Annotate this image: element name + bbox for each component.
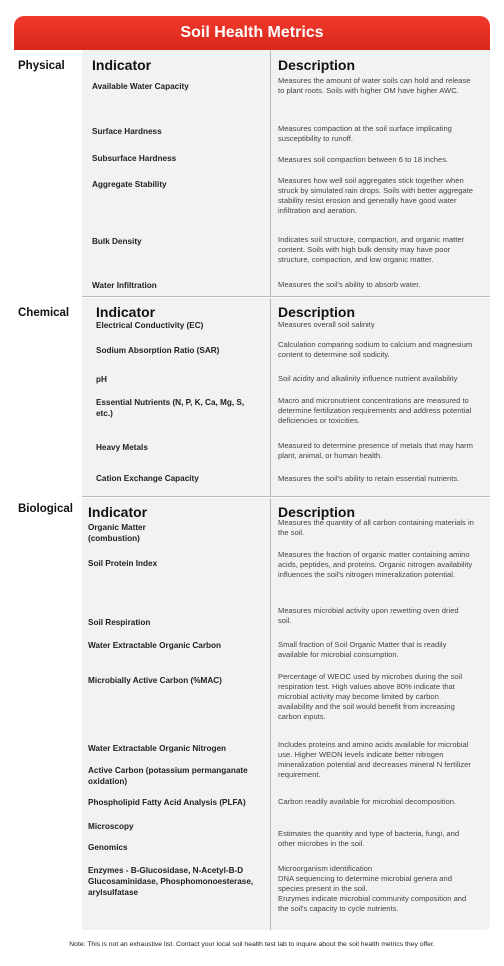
title-banner	[14, 16, 490, 50]
indicator-header: Indicator	[96, 304, 156, 320]
indicator-description: Measures the quantity of all carbon containing materials in the soil.	[278, 518, 474, 537]
indicator-name: Active Carbon (potassium permanganate oxidation)	[88, 766, 248, 786]
indicator-name: Cation Exchange Capacity	[96, 474, 199, 483]
indicator-description: Macro and micronutrient concentrations are measured to determine fertilization requirements and address potential deficiencies or toxicities.	[278, 396, 472, 425]
indicator-header: Indicator	[92, 57, 152, 73]
indicator-description: Enzymes indicate microbial community composition and the soil's capacity to cycle nutrients.	[278, 894, 467, 913]
indicator-name: Genomics	[88, 843, 128, 852]
indicator-description: Measures the fraction of organic matter containing amino acids, peptides, and proteins. Organic nitrogen availability influences the soil's nitrogen mineralization potential.	[278, 550, 473, 579]
indicator-name: Enzymes - B-Glucosidase, N-Acetyl-B-D Glucosaminidase, Phosphomonoesterase, arylsulfatase	[88, 866, 254, 897]
indicator-description: Estimates the quantity and type of bacteria, fungi, and other microbes in the soil.	[278, 829, 460, 848]
indicator-description: Measures compaction at the soil surface implicating susceptibility to runoff.	[278, 124, 452, 143]
indicator-name: Available Water Capacity	[92, 82, 189, 91]
indicator-name: Microscopy	[88, 822, 134, 831]
indicator-name: Surface Hardness	[92, 127, 162, 136]
indicator-description: Measures microbial activity upon rewetting oven dried soil.	[278, 606, 459, 625]
description-header: Description	[278, 304, 356, 320]
description-header: Description	[278, 57, 356, 73]
indicator-description: Indicates soil structure, compaction, and organic matter content. Soils with high bulk density may have poor structure, compaction, and low organic matter.	[278, 235, 465, 264]
indicator-name: pH	[96, 375, 107, 384]
indicator-description: Measures how well soil aggregates stick together when struck by simulated rain drops. Soils with better aggregate stability resist erosion and generally have good water infiltration and aeration.	[278, 176, 474, 215]
indicator-header: Indicator	[88, 504, 148, 520]
indicator-name: Water Extractable Organic Carbon	[88, 641, 222, 650]
section-label-physical: Physical	[18, 60, 65, 72]
indicator-description: Microorganism identification	[278, 864, 373, 873]
section-label-chemical: Chemical	[18, 307, 70, 319]
section-divider	[82, 296, 490, 297]
indicator-description: Measures soil compaction between 6 to 18 inches.	[278, 155, 449, 164]
indicator-name: Aggregate Stability	[92, 180, 167, 189]
indicator-name: Phospholipid Fatty Acid Analysis (PLFA)	[88, 798, 246, 807]
indicator-name: Subsurface Hardness	[92, 154, 177, 163]
indicator-description: Measures the soil's ability to retain essential nutrients.	[278, 474, 460, 483]
indicator-name: Water Extractable Organic Nitrogen	[88, 744, 227, 753]
indicator-description: Calculation comparing sodium to calcium and magnesium content to determine soil sodicity.	[278, 340, 473, 359]
indicator-description: DNA sequencing to determine microbial genera and species present in the soil.	[278, 874, 452, 893]
indicator-name: Bulk Density	[92, 237, 142, 246]
indicator-description: Measures the soil's ability to absorb water.	[278, 280, 421, 289]
indicator-description: Measured to determine presence of metals that may harm plant, animal, or human health.	[278, 441, 473, 460]
indicator-description: Measures the amount of water soils can hold and release to plant roots. Soils with higher OM have higher AWC.	[278, 76, 471, 95]
indicator-description: Includes proteins and amino acids available for microbial use. Higher WEON levels indicate better nitrogen mineralization potential and decreases mineral N fertilizer requirement.	[278, 740, 471, 779]
section-divider	[82, 496, 490, 497]
indicator-name: Essential Nutrients (N, P, K, Ca, Mg, S, etc.)	[96, 398, 245, 418]
section-label-biological: Biological	[18, 503, 73, 515]
indicator-description: Percentage of WEOC used by microbes during the soil respiration test. High values above 80% indicate that microbial activity may become limited by carbon availability and the soil would benefit from increasing carbon inputs.	[278, 672, 463, 721]
page-title: Soil Health Metrics	[180, 24, 324, 41]
indicator-name: Organic Matter (combustion)	[88, 523, 146, 543]
indicator-name: Sodium Absorption Ratio (SAR)	[96, 346, 220, 355]
indicator-name: Electrical Conductivity (EC)	[96, 321, 204, 330]
footnote: Note: This is not an exhaustive list. Contact your local soil health test lab to inquire about the soil health metrics they offer.	[69, 941, 435, 948]
indicator-name: Soil Protein Index	[88, 559, 158, 568]
column-divider	[270, 498, 271, 930]
indicator-description: Small fraction of Soil Organic Matter that is readily available for microbial consumption.	[278, 640, 447, 659]
indicator-name: Heavy Metals	[96, 443, 148, 452]
indicator-description: Soil acidity and alkalinity influence nutrient availability	[278, 374, 458, 383]
column-divider	[270, 50, 271, 297]
indicator-description: Measures overall soil salinity	[278, 320, 375, 329]
indicator-name: Microbially Active Carbon (%MAC)	[88, 676, 222, 685]
description-header: Description	[278, 504, 356, 520]
indicator-description: Carbon readily available for microbial decomposition.	[278, 797, 457, 806]
indicator-name: Water Infiltration	[92, 281, 157, 290]
indicator-name: Soil Respiration	[88, 618, 151, 627]
